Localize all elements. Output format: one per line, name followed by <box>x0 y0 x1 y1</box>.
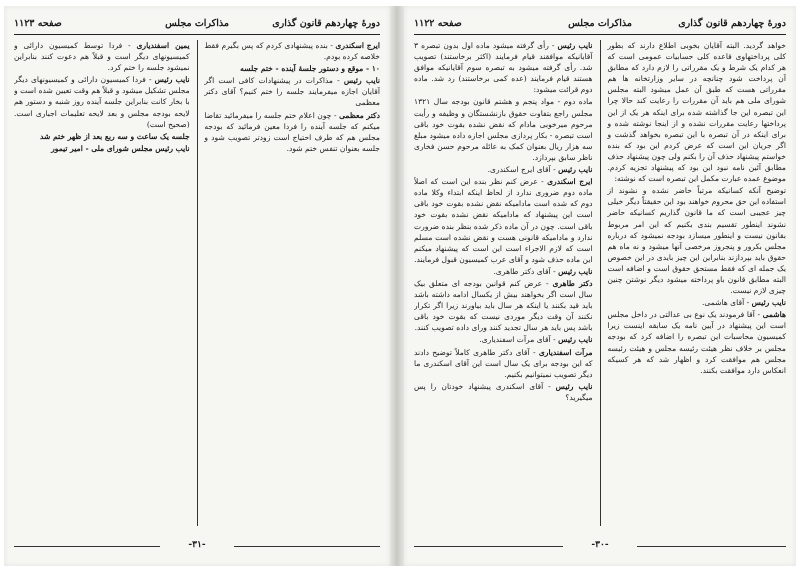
speaker-name: نایب رئیس <box>343 76 380 86</box>
paragraph <box>414 347 593 380</box>
paragraph-text: توضیح آنکه کسانیکه مرتباً حاضر نشده و نشوند از استفاده این حق محروم خواهند بود این حقیقتاً دیگر خیلی چیز عجیبی است که ما قانون گذاریم کسانیکه حاضر نشوند اینطور تقسیم بندی بکنیم که این امر مربوط بقانون نیست و اینطور میسازد بودجه نمیشود که درباره مجلس بکرور و پنجروز مرخصی آنها میشود و نه ماه هم حقوق باید بپردازند بنابراین این چیز بایدی در این خصوص یک جمله ای که فقط مستحق حقوق است و اضافه است البته مطابق قانون باو پرداخته میشود دیگر نوشتن چنین چیزی لازم نیست. <box>607 186 786 296</box>
running-title: مذاکرات مجلس <box>165 18 229 29</box>
speaker-name: یمین اسفندیاری <box>136 41 190 50</box>
left-column <box>414 40 593 526</box>
page-footer: -۳۱- <box>14 540 380 552</box>
book-gutter <box>390 6 404 566</box>
speaker-name: نایب رئیس <box>558 266 593 276</box>
paragraph <box>14 143 190 154</box>
page-number: صفحه ۱۱۲۳ <box>14 18 62 29</box>
paragraph-text: - چون اعلام ختم جلسه را میفرمائید تقاضا میکنم که جلسه آینده را فردا معین فرمائید که بودجه مجلس هم که طرف احتیاج است زودتر تصویب شود و جلسه بعنوان تنفس ختم شود. <box>204 110 380 153</box>
session-title: دورهٔ چهاردهم قانون گذاری <box>272 18 380 29</box>
paragraph <box>14 74 190 129</box>
text-columns <box>14 40 380 526</box>
paragraph <box>414 381 593 403</box>
speaker-name: نایب رئیس <box>558 335 593 345</box>
speaker-name: ایرج اسکندری <box>335 41 380 50</box>
speaker-name: نایب رئیس <box>558 165 593 175</box>
paragraph <box>607 185 786 296</box>
paragraph-text: ۱۰ - موقع و دستور جلسهٔ آینده - ختم جلسه <box>240 64 380 74</box>
paragraph-text: - فردا توسط کمیسیون دارائی و کمیسیونهای دیگر است و قبلاً هم دعوت کنند بنابراین نمیشود جلسه را ختم کرد. <box>14 41 190 73</box>
right-column <box>607 40 786 526</box>
paragraph-text: - آقای اسکندری پیشنهاد خودتان را پس میگیرید؟ <box>414 381 593 402</box>
speaker-name: دکتر طاهری <box>552 278 593 288</box>
right-page <box>404 6 796 566</box>
speaker-name: نایب رئیس <box>751 298 786 308</box>
paragraph-text: - بنده پیشنهادی کردم که پس بگیرم فقط خلاصه کرده بودم. <box>204 41 380 62</box>
speaker-name: هاشمی <box>762 310 786 320</box>
column-divider <box>197 40 198 526</box>
paragraph <box>607 297 786 308</box>
header-rule <box>414 34 786 35</box>
paragraph <box>204 75 380 108</box>
session-title: دورهٔ چهاردهم قانون گذاری <box>678 18 786 29</box>
paragraph-text: - آقا فرمودند یک نوع بی عدالتی در داخل مجلس است این پیشنهاد در آیین نامه یک سابقه اینست زیرا کمیسیون محاسبات این تبصره را اضافه کرد که بودجه مجلس بر خلاف نظر هیئت رئیسه مجلس و هیئت رئیسه مجلس هم موافقت کرد و اظهار شد که هر کسیکه انعکاس دارد موافقت بکنند. <box>607 310 786 375</box>
speaker-name: دکتر معظمی <box>339 110 380 120</box>
header-rule <box>14 34 380 35</box>
left-column <box>14 40 190 526</box>
page-number: صفحه ۱۱۲۲ <box>414 18 462 29</box>
paragraph-text: - آقای دکتر طاهری کاملاً توضیح دادند که این بودجه برای یک سال است این آقای اسکندری ما دیگر تصویب نمیتوانیم بکنیم. <box>414 347 593 379</box>
text-columns <box>414 40 786 526</box>
paragraph-text: - آقای مرآت اسفندیاری. <box>479 335 556 345</box>
speaker-name: ایرج اسکندری <box>547 177 593 187</box>
paragraph <box>204 110 380 154</box>
paragraph <box>607 309 786 376</box>
page-header <box>14 16 380 32</box>
speaker-name: نایب رئیس <box>154 75 190 85</box>
paragraph <box>414 334 593 345</box>
paragraph <box>607 40 786 184</box>
paragraph <box>414 266 593 277</box>
paragraph-text: - آقای دکتر طاهری. <box>493 266 556 276</box>
paragraph <box>204 40 380 62</box>
paragraph-text: - رأی گرفته میشود ماده اول بدون تبصره ۳ آقایانیکه موافقند قیام فرمایند (اکثر برخاستند) تصویب شد. رأی گرفته میشود به تبصره سوم آقایانیکه موافق هستند قیام فرمایند (عده کمی برخاستند) رد شد. ماده دوم قرائت میشود: <box>414 41 593 95</box>
paragraph <box>204 63 380 74</box>
paragraph <box>414 96 593 163</box>
paragraph <box>414 164 593 175</box>
speaker-name: مرآت اسفندیاری <box>538 347 593 357</box>
paragraph <box>414 40 593 95</box>
left-page <box>4 6 390 566</box>
paragraph-text: - آقای هاشمی. <box>701 298 750 308</box>
page-footer: -۳۰- <box>414 540 786 552</box>
paragraph-text: - عرض کنم نظر بنده این است که اصلاً ماده دوم ضروری ندارد از لحاظ اینکه ابتداء وکلا ماده دوم که شده است مادامیکه نقض نشده بقوت خود باقی است این پیشنهاد که مادامیکه نقض نشده بقوت خود باقی است. چون در آن ماده ذکر شده بنظر بنده ضرورت ندارد و مادامیکه قانونی هست و نقض نشده است مسلم است که لازم الاجراء است این است که پیشنهاد میکنم این ماده حذف شود و آقای عرب کمیسیون قبول فرمایند. <box>414 177 593 264</box>
column-divider <box>600 40 601 526</box>
paragraph <box>14 40 190 73</box>
paragraph-text: ماده دوم - مواد پنجم و هشتم قانون بودجه سال ۱۳۲۱ مجلس راجع بتفاوت حقوق بازنشستگان و وظیفه و رأیت مرحوم میرخوبی مادام که نقض نشده بقوت خود باقی است تبصره - بکار پردازی مجلس اجازه داده میشود مبلغ سه هزار ریال بعنوان کمک به عائله مرحوم حسن فخاری ناظر سابق بپردازد. <box>414 97 593 162</box>
right-column <box>204 40 380 526</box>
paragraph <box>414 278 593 333</box>
paragraph-text: - مذاکرات در پیشنهادات کافی است اگر آقایان اجازه میفرمایند جلسه را ختم کنیم؟ آقای دکتر معظمی <box>204 76 380 108</box>
paragraph-text: - آقای ایرج اسکندری. <box>487 165 556 175</box>
speaker-name: نایب رئیس <box>557 41 593 50</box>
paragraph <box>14 131 190 142</box>
speaker-name: نایب رئیس <box>555 381 593 391</box>
paragraph-text: - عرض کنم قوانین بودجه ای متعلق بیک سال است اگر بخواهند بیش از یکسال ادامه داشته باشد باید قید بکنند یا اینکه هر سال باید بیاورند زیرا اگر تکرار نکنند آن وقت دیگر موردی نیست که بقوت خود باقی باشد پس باید هر سال تجدید کنند ورای داده تصویب کنند. <box>414 278 593 333</box>
paragraph-text: - فردا کمیسیون دارائی و کمیسیونهای دیگر مجلس تشکیل میشود و قبلاً هم وقت تعیین شده است و با بخار کانت بنابراین جلسه آینده روز شنبه و دستور هم لایحه بودجه مجلس و بعد لایحه تعلیمات اجباری است. (صحیح است) <box>14 75 190 129</box>
paragraph-text: خواهد گردید. البته آقایان بخوبی اطلاع دارند که بطور کلی پرداختهاوی قاعده کلی حسابیات عمومی است که هر کدام یک شرط و یک مقرراتی را لازم دارد که مطابق آن پرداخت شود چنانچه در سایر وزارتخانه ها هم مقرراتی هست که طبق آن عمل میشود البته مجلس شورای ملی هم باید آن مقررات را رعایت کند حالا چرا این تبصره این جا گذاشته شده برای اینکه هر یک از این پرداختها رعایت مقررات نشده و از اینجا نوشته شده و برای اینکه در آن تبصره با این تبصره بخواهد گذشت و اگر جریان این است که عرض کردم این بود که بنده خواستم پیشنهاد حذف آن را بکنم ولی چون پیشنهاد حذف مطابق آئین نامه نبود این بود که پیشنهاد تجزیه کردم. موضوع عمده عبارت مکمل این تبصره است که نوشته: <box>607 41 786 184</box>
page-header <box>414 16 786 32</box>
paragraph <box>414 176 593 265</box>
paragraph-text: نایب رئیس مجلس شورای ملی - امیر تیمور <box>51 143 190 153</box>
running-title: مذاکرات مجلس <box>568 18 632 29</box>
paragraph-text: جلسه یک ساعت و سه ربع بعد از ظهر ختم شد <box>40 131 190 141</box>
